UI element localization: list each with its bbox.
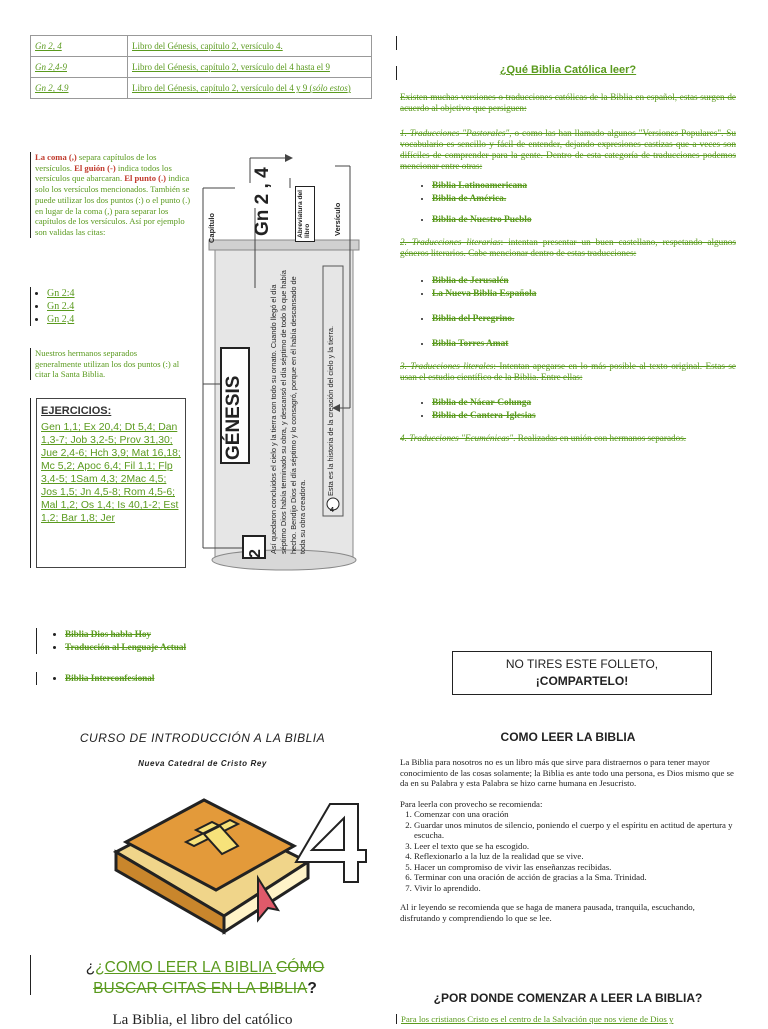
book-name: GÉNESIS xyxy=(223,375,244,460)
list-item: 7. Vivir lo aprendido. xyxy=(414,883,736,894)
citation-ref: Gn 2, 4 xyxy=(31,36,128,57)
main-question: ¿¿COMO LEER LA BIBLIA CÓMO BUSCAR CITAS EN LA BIBLIA? xyxy=(85,959,325,997)
label-versiculo: Versículo xyxy=(333,202,342,236)
citation-diagram xyxy=(195,148,365,578)
literary-list xyxy=(400,275,736,301)
list-item: • La Nueva Biblia Española xyxy=(432,288,736,301)
exercises-title: EJERCICIOS: xyxy=(41,405,112,417)
how-to-read-body xyxy=(400,757,736,923)
list-item: • Biblia de América. xyxy=(432,193,736,206)
cut-off-subtitle: La Biblia, el libro del católico xyxy=(112,1012,293,1028)
how-to-read-advice: Al ir leyendo se recomienda que se haga de manera pausada, tranquila, escuchando, disfrutando y comprendiendo lo que se lee. xyxy=(400,902,695,923)
citation-desc: Libro del Génesis, capítulo 2, versículo del 4 y 9 (sólo estos) xyxy=(128,78,372,99)
citation-ref: Gn 2,4-9 xyxy=(31,57,128,78)
list-item: • Biblia de Nuestro Pueblo xyxy=(432,214,736,227)
verse-text: Así quedaron concluidos el cielo y la tierra con todo su ornato. Cuando llegó el día séptimo Dios había terminado su obra, y descansó el día séptimo de todo lo que había hecho. Bendijo Dios el día séptimo y lo consagró, porque en él había descansado de toda su obra creadora. xyxy=(269,270,308,554)
list-item: • Biblia Interconfesional xyxy=(65,672,337,685)
bible-versions-section xyxy=(400,60,736,444)
literary-list-c xyxy=(400,338,736,351)
course-title: CURSO DE INTRODUCCIÓN A LA BIBLIA xyxy=(79,731,326,745)
pastoral-list xyxy=(400,180,736,206)
list-item: • Biblia de Cantera-Iglesias xyxy=(432,410,736,423)
pastoral-list-b xyxy=(400,214,736,227)
parish-name: Nueva Catedral de Cristo Rey xyxy=(138,759,267,768)
ecumenical-text: 4. Traducciones "Ecuménicas". Realizadas en unión con hermanos separados. xyxy=(400,433,687,443)
list-item: 5. Hacer un compromiso de vivir las enseñanzas recibidas. xyxy=(414,862,736,873)
more-bibles-list-b xyxy=(36,672,337,685)
list-item: 1. Comenzar con una oración xyxy=(414,809,736,820)
section-title: ¿Qué Biblia Católica leer? xyxy=(499,64,637,76)
bible-icon xyxy=(108,790,368,940)
list-item: 3. Leer el texto que se ha escogido. xyxy=(414,841,736,852)
brothers-note: Nuestros hermanos separados generalmente utilizan los dos puntos (:) al citar la Santa Biblia. xyxy=(30,348,183,380)
list-item: • Gn 2:4 xyxy=(47,287,191,300)
book-ref: Gn 2 , 4 xyxy=(252,167,273,236)
verse4-text: Esta es la historia de la creación del cielo y la tierra. xyxy=(326,325,335,496)
literary-list-b xyxy=(400,313,736,326)
list-item: • Biblia Latinoamericana xyxy=(432,180,736,193)
valid-cites-list xyxy=(30,287,191,326)
list-item: • Traducción al Lenguaje Actual xyxy=(65,641,337,654)
verse4-number: 4 xyxy=(330,507,334,514)
citation-desc: Libro del Génesis, capítulo 2, versículo del 4 hasta el 9 xyxy=(128,57,372,78)
exercises-body: Gen 1,1; Ex 20,4; Dt 5,4; Dan 1,3-7; Job 3,2-5; Prov 31,30; Jue 2,4-6; Hch 3,9; Mat 16,18; Mc 5,2; Apoc 6,4; Fil 1,1; Flp 3,4-5; 1Sam 4,3; 2Mac 4,5; Jos 1,5; Jn 4,5-8; Rom 4,5-6; Mal 1,2; Os 1,4; Is 40,1-2; Est 1,2; Bar 1,8; Jer xyxy=(41,422,181,524)
where-to-start-title: ¿POR DONDE COMENZAR A LEER LA BIBLIA? xyxy=(433,991,703,1005)
literal-list xyxy=(400,397,736,423)
list-item: 4. Reflexionarlo a la luz de la realidad que se vive. xyxy=(414,851,736,862)
how-to-read-title: COMO LEER LA BIBLIA xyxy=(500,730,636,744)
list-item: • Biblia Dios habla Hoy xyxy=(65,628,337,641)
more-bibles-list xyxy=(36,628,337,654)
punctuation-note: La coma (,) separa capítulos de los versículos. El guión (-) indica todos los versículos que abarcaran. El punto (.) indica solo los versículos mencionados. También se puede utilizar los dos puntos (:) o el punto (.) en lugar de la coma (,) para separar los capítulos de los versículos. Así por ejemplo son validas las citas: xyxy=(30,152,193,238)
table-row xyxy=(31,36,372,57)
label-abbreviation: Abreviatura del libro xyxy=(297,189,311,238)
list-item: • Biblia del Peregrino. xyxy=(432,313,736,326)
citation-ref: Gn 2, 4.9 xyxy=(31,78,128,99)
list-item: 6. Terminar con una oración de acción de gracias a la Sma. Trinidad. xyxy=(414,872,736,883)
bible-illustration xyxy=(108,790,368,940)
list-item: • Biblia de Jerusalén xyxy=(432,275,736,288)
how-to-read-recommend: Para leerla con provecho se recomienda: xyxy=(400,798,543,809)
intro-text: Existen muchas versiones o traducciones católicas de la Biblia en español, estas surgen de acuerdo al objetivo que persiguen: xyxy=(400,92,736,113)
share-notice-line1: NO TIRES ESTE FOLLETO, xyxy=(505,657,659,671)
where-to-start-cut: Para los cristianos Cristo es el centro de la Salvación que nos viene de Dios y xyxy=(396,1014,741,1024)
share-notice-line2: ¡COMPARTELO! xyxy=(535,674,629,688)
table-row xyxy=(31,57,372,78)
list-item: 2. Guardar unos minutos de silencio, poniendo el cuerpo y el espíritu en actitud de apertura y escucha. xyxy=(414,820,736,841)
share-notice-box xyxy=(452,651,712,695)
exercises-box xyxy=(36,398,186,568)
pastoral-text: 1. Traducciones "Pastorales", o como las han llamado algunos "Versiones Populares". Su vocabulario es sencillo y fácil de entender, dejando expresiones castizas que a veces son difíciles de comprender para la gente. Dentro de esta categoría de traducciones podemos mencionar entre otras: xyxy=(400,128,737,171)
how-to-read-intro: La Biblia para nosotros no es un libro más que sirve para distraernos o para tener mayor conocimiento de las cosas solamente; la Biblia es ante todo una persona, es Dios mismo que se da en su Palabra y esta Palabra se hizo carne humana en Jesucristo. xyxy=(400,757,734,788)
label-capitulo: Capítulo xyxy=(207,213,216,243)
chapter-number: 2 xyxy=(247,549,264,558)
literal-text: 3. Traducciones literales: Intentan apegarse en lo más posible al texto original. Estas se usan el estudio científico de la Biblia. Entre ellas: xyxy=(400,361,736,382)
citation-desc: Libro del Génesis, capítulo 2, versículo 4. xyxy=(128,36,372,57)
list-item: • Biblia de Nácar-Colunga xyxy=(432,397,736,410)
literary-text: 2. Traducciones literarias: intentan presentar un buen castellano, respetando algunos géneros literarios. Cabe mencionar dentro de estas traducciones: xyxy=(400,237,736,258)
list-item: • Biblia Torres Amat xyxy=(432,338,736,351)
reading-steps xyxy=(400,809,736,893)
list-item: • Gn 2.4 xyxy=(47,300,191,313)
citation-table xyxy=(30,35,372,99)
table-row xyxy=(31,78,372,99)
list-item: • Gn 2,4 xyxy=(47,313,191,326)
